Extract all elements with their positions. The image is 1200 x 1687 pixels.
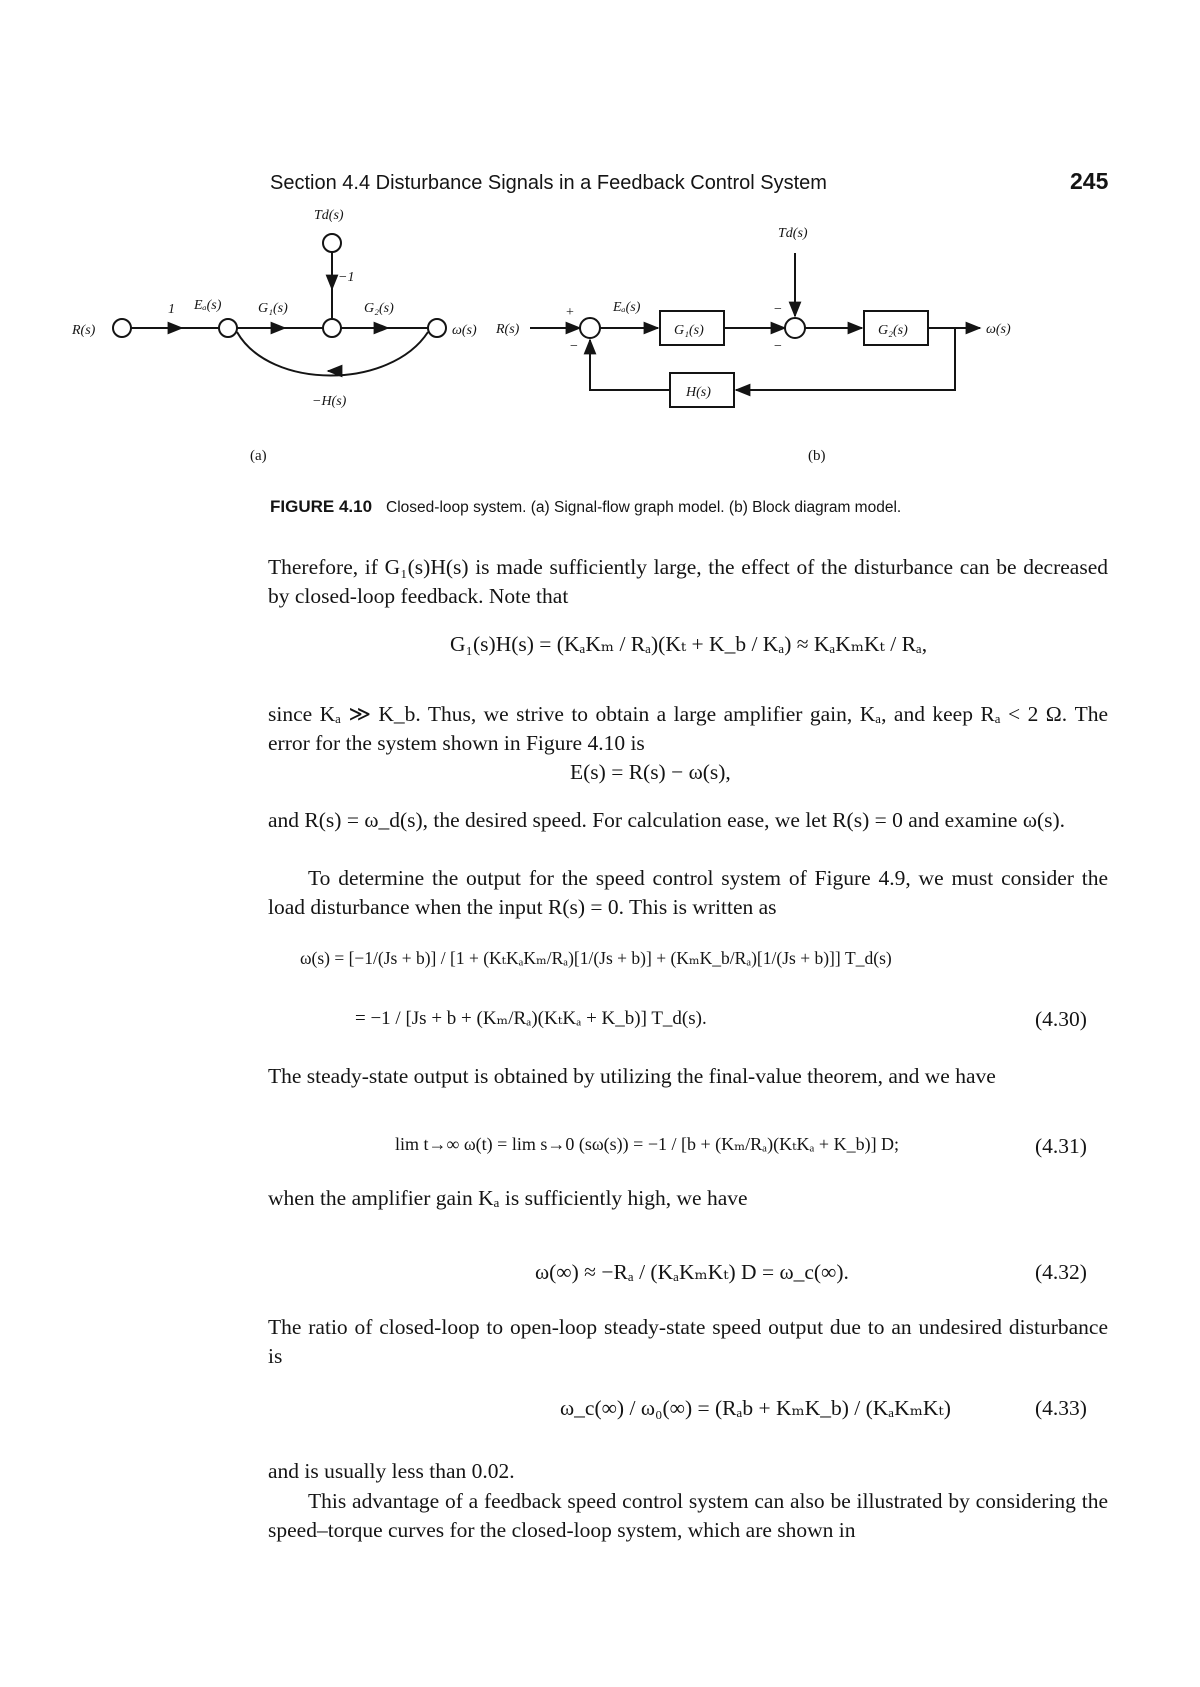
figure-4-10 (70, 205, 1130, 475)
equation-4-33: ω_c(∞) / ω₀(∞) = (Rₐb + KₘK_b) / (KₐKₘKₜ) (560, 1396, 951, 1420)
node-w-label: ω(s) (452, 323, 477, 338)
branch-h-label: −H(s) (312, 394, 347, 409)
caption-label: FIGURE 4.10 (270, 497, 373, 516)
node-td-label: Td(s) (314, 208, 344, 223)
block-h-label: H(s) (686, 385, 711, 400)
bd-disturbance-label: Td(s) (778, 226, 808, 241)
sign-minus-feedback: − (570, 339, 578, 354)
sign-minus-sum2: − (774, 339, 782, 354)
paragraph-5: The steady-state output is obtained by utilizing the final-value theorem, and we have (268, 1064, 996, 1088)
bd-error-label: Eₐ(s) (613, 300, 641, 315)
equation-error: E(s) = R(s) − ω(s), (570, 760, 731, 784)
equation-number-4-33: (4.33) (1035, 1396, 1087, 1420)
paragraph-4: To determine the output for the speed control system of Figure 4.9, we must consider the load disturbance when the input R(s) = 0. This is written as (268, 866, 1108, 919)
equation-number-4-31: (4.31) (1035, 1134, 1087, 1158)
sign-plus: + (566, 305, 574, 320)
paragraph-8: and is usually less than 0.02. (268, 1459, 515, 1483)
paragraph-2: since Kₐ ≫ K_b. Thus, we strive to obtain a large amplifier gain, Kₐ, and keep Rₐ < 2 Ω. The error for the system shown in Figure 4.10 is (268, 702, 1108, 755)
node-ea-label: Eₐ(s) (194, 298, 222, 313)
paragraph-7: The ratio of closed-loop to open-loop steady-state speed output due to an undesired disturbance is (268, 1315, 1108, 1368)
bd-output-label: ω(s) (986, 322, 1011, 337)
branch-1-label: 1 (168, 302, 175, 317)
equation-4-30-line2: = −1 / [Js + b + (Kₘ/Rₐ)(KₜKₐ + K_b)] T_d(s). (355, 1008, 707, 1029)
node-r-label: R(s) (72, 323, 96, 338)
panel-a-label: (a) (250, 448, 267, 464)
panel-b-label: (b) (808, 448, 826, 464)
running-head: Section 4.4 Disturbance Signals in a Feedback Control System (270, 172, 827, 194)
branch-g1-label: G₁(s) (258, 301, 288, 316)
equation-4-32: ω(∞) ≈ −Rₐ / (KₐKₘKₜ) D = ω_c(∞). (535, 1260, 849, 1284)
sign-minus-disturbance: − (774, 302, 782, 317)
equation-number-4-32: (4.32) (1035, 1260, 1087, 1284)
block-g2-label: G₂(s) (878, 323, 908, 338)
page-number: 245 (1070, 168, 1109, 194)
equation-number-4-30: (4.30) (1035, 1007, 1087, 1031)
branch-minus1-label: −1 (338, 270, 355, 285)
equation-g1h: G₁(s)H(s) = (KₐKₘ / Rₐ)(Kₜ + K_b / Kₐ) ≈ KₐKₘKₜ / Rₐ, (450, 632, 928, 656)
block-g1-label: G₁(s) (674, 323, 704, 338)
paragraph-1: Therefore, if G₁(s)H(s) is made sufficiently large, the effect of the disturbance can be decreased by closed-loop feedback. Note that (268, 555, 1108, 608)
figure-caption (270, 497, 901, 517)
branch-g2-label: G₂(s) (364, 301, 394, 316)
bd-input-label: R(s) (496, 322, 520, 337)
paragraph-6: when the amplifier gain Kₐ is sufficiently high, we have (268, 1186, 748, 1210)
caption-text: Closed-loop system. (a) Signal-flow graph model. (b) Block diagram model. (386, 499, 902, 516)
equation-4-30-line1: ω(s) = [−1/(Js + b)] / [1 + (KₜKₐKₘ/Rₐ)[1/(Js + b)] + (KₘK_b/Rₐ)[1/(Js + b)]] T_d(s) (300, 948, 892, 968)
equation-4-31: lim t→∞ ω(t) = lim s→0 (sω(s)) = −1 / [b + (Kₘ/Rₐ)(KₜKₐ + K_b)] D; (395, 1134, 900, 1154)
paragraph-3: and R(s) = ω_d(s), the desired speed. For calculation ease, we let R(s) = 0 and examine ω(s). (268, 808, 1066, 832)
block-diagram (530, 253, 980, 407)
paragraph-9: This advantage of a feedback speed control system can also be illustrated by considering the speed–torque curves for the closed-loop system, which are shown in (268, 1489, 1108, 1542)
